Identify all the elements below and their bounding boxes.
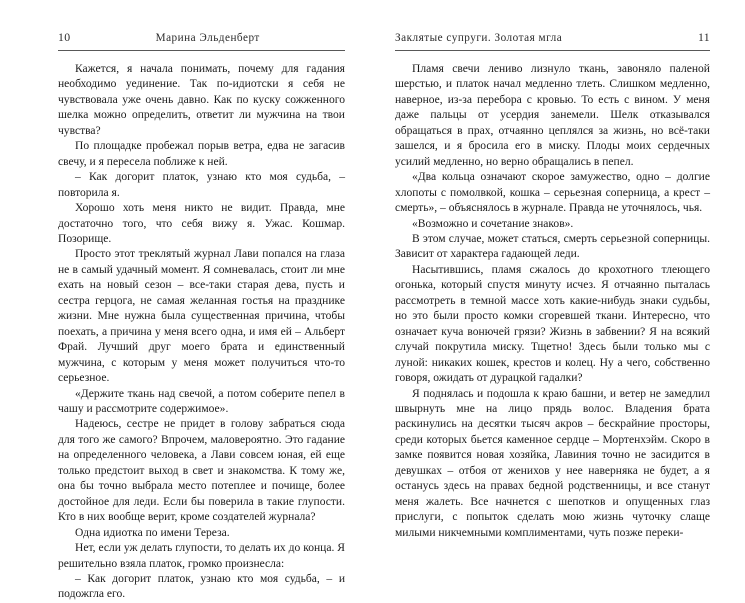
paragraph: «Возможно и сочетание знаков». — [412, 217, 574, 230]
paragraph: Надеюсь, сестре не придет в голову забраться сюда для того же самого? Впрочем, маловероятно. Это гадание на определенного человека, а Лави совсем юная, ей еще только предстоит выход в свет и знакомства. К тому же, она бы точно выбрала место потеплее и почище, более достойное для леди. Если бы поверила в такие глупости. Кто в них вообще верит, кроме создателей журнала? — [58, 418, 345, 524]
paragraph: Одна идиотка по имени Тереза. — [75, 526, 230, 539]
folio-left: 10 — [58, 30, 71, 44]
header-rule-right — [395, 50, 710, 51]
paragraph: По площадке пробежал порыв ветра, едва не загасив свечу, и я пересела поближе к ней. — [58, 140, 345, 168]
running-head-left — [58, 30, 345, 46]
running-head-right — [395, 30, 710, 46]
header-rule-left — [58, 50, 345, 51]
paragraph: – Как догорит платок, узнаю кто моя судьба, – и подожгла его. — [58, 572, 345, 601]
body-text-left — [58, 62, 345, 603]
paragraph: Насытившись, пламя сжалось до крохотного тлеющего огонька, который спустя минуту исчез. Я отчаянно пыталась рассмотреть в темной массе хоть какие-нибудь знаки судьбы, но это были просто комки сгоревшей ткани. Интересно, что означает куча вонючей грязи? Жизнь в забвении? Я на всякий случай покрутила миску. Тщетно! Здесь были только мы с луной: никаких кошек, крестов и колец. Ну а чего, собственно говоря, ожидать от дурацкой гадалки? — [395, 263, 710, 385]
paragraph: Хорошо хоть меня никто не видит. Правда, мне достаточно того, что себя вижу я. Ужас. Кошмар. Позорище. — [58, 202, 345, 245]
paragraph: В этом случае, может статься, смерть серьезной соперницы. Зависит от характера гадающей леди. — [395, 232, 710, 261]
paragraph: «Два кольца означают скорое замужество, одно – долгие хлопоты с помолвкой, кошка – серьезная соперница, а крест – смерть», – объяснялось в журнале. Правда не уточнялось, чья. — [395, 171, 710, 215]
body-text-right — [395, 62, 710, 541]
paragraph: Пламя свечи лениво лизнуло ткань, завоняло паленой шерстью, и платок начал медленно тлеть. Слишком медленно, наверное, из-за перебора с кровью. То есть с вином. У меня даже пальцы от усердия занемели. Шелк отказывался обращаться в прах, отчаянно цеплялся за жизнь, но всё-таки зашелся, и я бросила его в миску. Плоды моих сердечных усилий медленно, но верно обращались в пепел. — [395, 63, 710, 168]
paragraph: Нет, если уж делать глупости, то делать их до конца. Я решительно взяла платок, громко произнесла: — [58, 542, 345, 570]
running-head-title-right: Заклятые супруги. Золотая мгла — [395, 32, 563, 44]
paragraph: Кажется, я начала понимать, почему для гадания необходимо уединение. Так по-идиотски я себя не чувствовала уже очень давно. Как по куску сожженного шелка можно определить, ответит ли мужчина на твои чувства? — [58, 63, 345, 137]
paragraph: Я поднялась и подошла к краю башни, и ветер не замедлил швырнуть мне на лицо прядь волос. Владения брата раскинулись на десятки тысяч акров – бескрайние просторы, среди которых бьется каменное сердце – Мортенхэйм. Скоро в замке появится новая хозяйка, Лавиния точно не засидится в девушках – отбоя от женихов у нее наверняка не будет, а я останусь здесь на правах бедной родственницы, и все станут меня жалеть. Все начнется с шепотков и опущенных глаз прислуги, с попыток сделать мою жизнь чуточку слаще милыми никчемными комплиментами, чуть позже переки- — [395, 387, 710, 539]
page-left — [0, 0, 372, 601]
paragraph: Просто этот треклятый журнал Лави попался на глаза не в самый удачный момент. Я сомневалась, стоит ли мне ехать на новый сезон – все-таки старая дева, пусть и сестра герцога, не самая желанная гостья на празднике жизни. Мне нужна была существенная причина, чтобы поехать, а причина у меня всего одна, и имя ей – Альберт Фрай. Лучший друг моего брата и единственный мужчина, с которым у меня может получиться что-то серьезное. — [58, 248, 345, 385]
running-head-title-left: Марина Эльденберт — [155, 32, 260, 44]
paragraph: «Держите ткань над свечой, а потом соберите пепел в чашу и рассмотрите содержимое». — [58, 387, 345, 415]
folio-right: 11 — [698, 30, 710, 44]
page-right — [372, 0, 745, 540]
paragraph: – Как догорит платок, узнаю кто моя судьба, – повторила я. — [58, 171, 345, 199]
